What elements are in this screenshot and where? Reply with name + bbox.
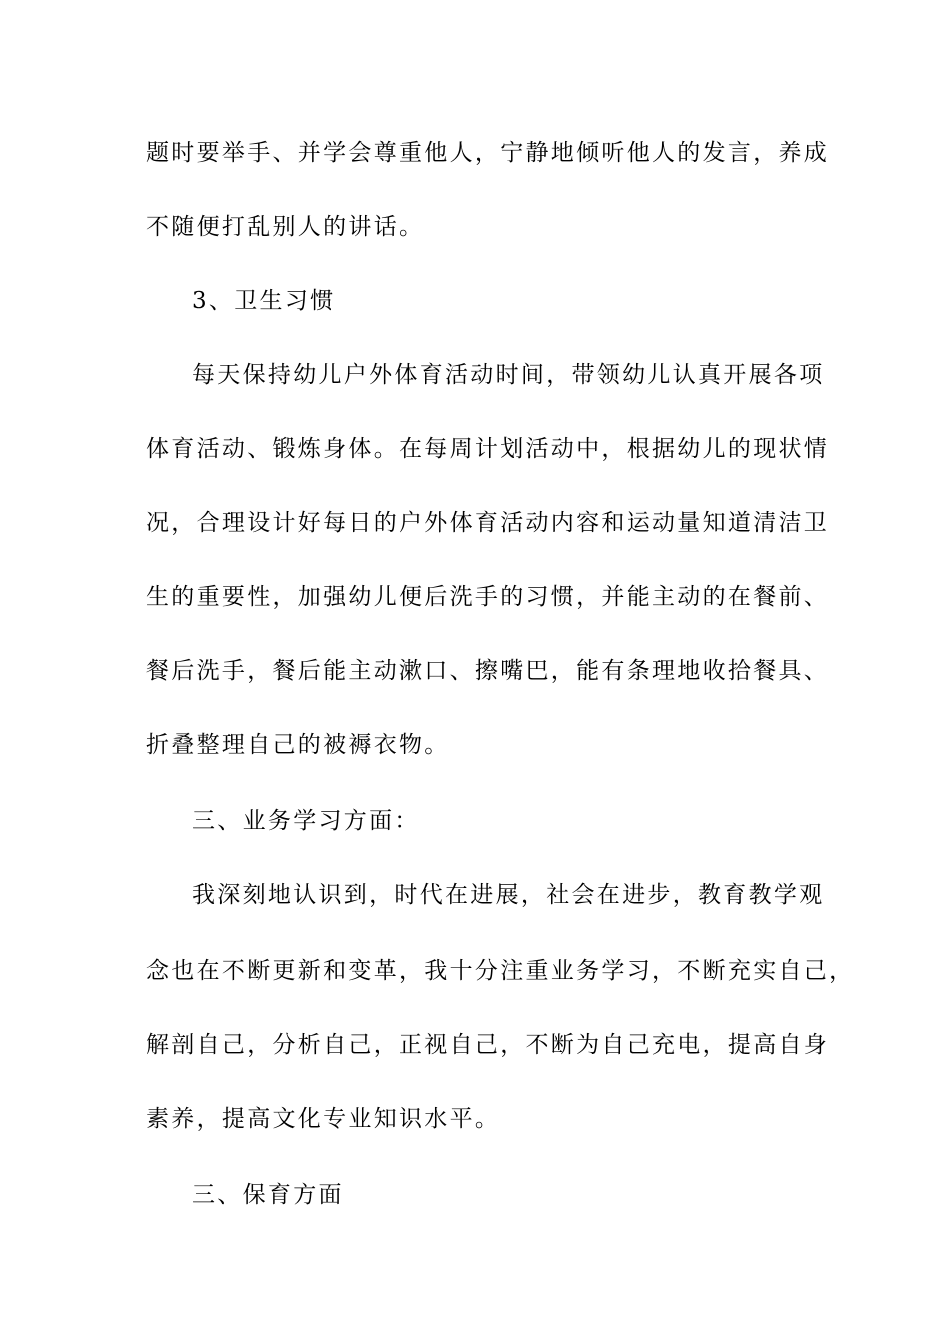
paragraph-line: 念也在不断更新和变革，我十分注重业务学习，不断充实自己， <box>146 958 855 984</box>
section-heading: 三、业务学习方面： <box>192 808 420 834</box>
paragraph-line: 生的重要性，加强幼儿便后洗手的习惯，并能主动的在餐前、 <box>146 584 830 610</box>
paragraph-line: 题时要举手、并学会尊重他人，宁静地倾听他人的发言，养成 <box>146 140 830 166</box>
paragraph-line: 不随便打乱别人的讲话。 <box>146 214 425 240</box>
paragraph-line: 况，合理设计好每日的户外体育活动内容和运动量知道清洁卫 <box>146 510 830 536</box>
paragraph-line: 体育活动、锻炼身体。在每周计划活动中，根据幼儿的现状情 <box>146 436 830 462</box>
paragraph-line: 折叠整理自己的被褥衣物。 <box>146 732 450 758</box>
section-heading: 3、卫生习惯 <box>192 288 336 314</box>
paragraph-line: 素养，提高文化专业知识水平。 <box>146 1106 501 1132</box>
paragraph-line: 每天保持幼儿户外体育活动时间，带领幼儿认真开展各项 <box>192 362 825 388</box>
paragraph-line: 解剖自己，分析自己，正视自己，不断为自己充电，提高自身 <box>146 1032 830 1058</box>
paragraph-line: 我深刻地认识到，时代在进展，社会在进步，教育教学观 <box>192 882 825 908</box>
paragraph-line: 餐后洗手，餐后能主动漱口、擦嘴巴，能有条理地收拾餐具、 <box>146 658 830 684</box>
section-heading: 三、保育方面 <box>192 1182 344 1208</box>
